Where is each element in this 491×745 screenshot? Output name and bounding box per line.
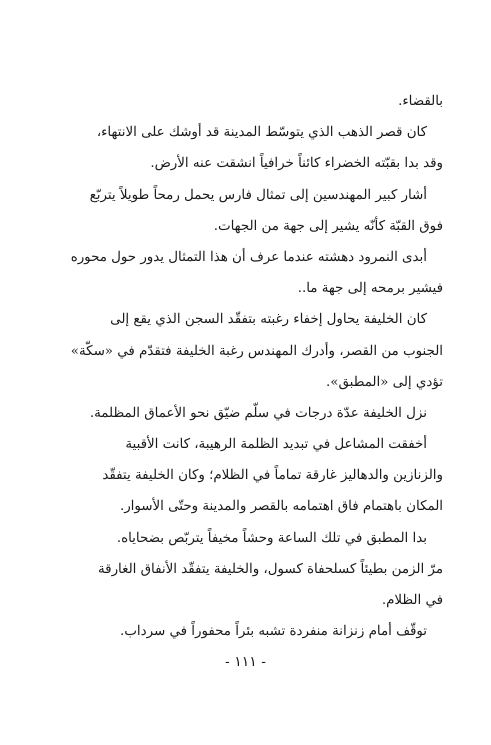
body-text bbox=[40, 86, 443, 647]
text-line-16: مرّ الزمن بطيئاً كسلحفاة كسول، والخليفة يتفقّد الأنفاق الغارقة bbox=[98, 561, 443, 577]
text-line-10: تؤدي إلى «المطبق». bbox=[326, 374, 443, 390]
text-line-9: الجنوب من القصر، وأدرك المهندس رغبة الخليفة فتقدّم في «سكّة» bbox=[70, 343, 443, 359]
text-line-12: أخفقت المشاعل في تبديد الظلمة الرهيبة، كانت الأقبية bbox=[125, 437, 427, 453]
page-number: - ١١١ - bbox=[225, 654, 266, 670]
text-line-15: بدا المطبق في تلك الساعة وحشاً مخيفاً يتربّص بضحاياه. bbox=[116, 530, 427, 546]
text-line-18: توقّف أمام زنزانة منفردة تشبه بئراً محفوراً في سرداب. bbox=[120, 624, 427, 640]
text-line-1: بالقضاء. bbox=[398, 94, 443, 109]
text-line-11: نزل الخليفة عدّة درجات في سلّم ضيّق نحو الأعماق المظلمة. bbox=[89, 405, 427, 421]
text-line-4: أشار كبير المهندسين إلى تمثال فارس يحمل رمحاً طويلاً يتربّع bbox=[89, 187, 427, 203]
text-line-3: وقد بدا بقبّته الخضراء كائناً خرافياً انشقت عنه الأرض. bbox=[150, 156, 443, 172]
text-line-2: كان قصر الذهب الذي يتوسّط المدينة قد أوشك على الانتهاء، bbox=[96, 125, 427, 141]
text-line-7: فيشير برمحه إلى جهة ما.. bbox=[297, 281, 443, 297]
text-line-5: فوق القبّة كأنّه يشير إلى جهة من الجهات. bbox=[213, 218, 443, 234]
text-line-14: المكان باهتمام فاق اهتمامه بالقصر والمدينة وحتّى الأسوار. bbox=[119, 499, 443, 515]
text-line-17: في الظلام. bbox=[381, 593, 443, 608]
text-line-13: والزنازين والدهاليز غارقة تماماً في الظلام؛ وكان الخليفة يتفقّد bbox=[102, 468, 443, 484]
text-line-8: كان الخليفة يحاول إخفاء رغبته بتفقّد السجن الذي يقع إلى bbox=[110, 312, 427, 328]
text-line-6: أبدى النمرود دهشته عندما عرف أن هذا التمثال يدور حول محوره bbox=[70, 249, 427, 265]
